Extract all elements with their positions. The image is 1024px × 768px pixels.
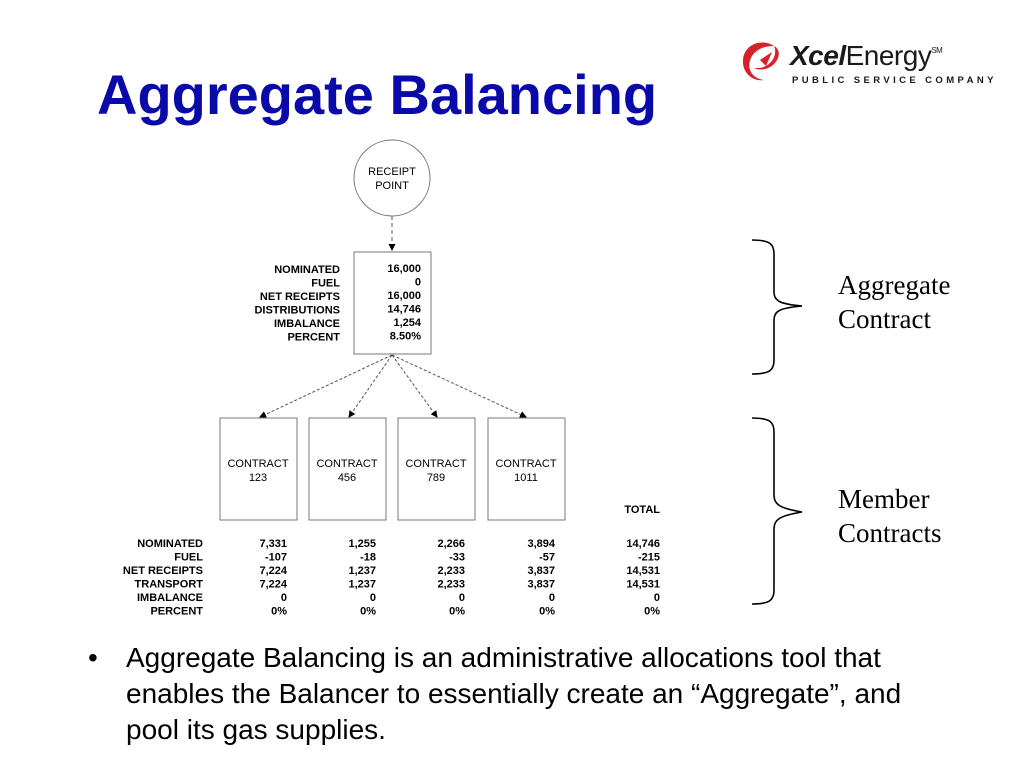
contract-line1: CONTRACT xyxy=(316,458,378,470)
contract-line2: 123 xyxy=(248,472,268,484)
member-table-cell: 1,237 xyxy=(348,565,376,577)
logo-brand-light: Energy xyxy=(845,40,932,71)
member-table-labels xyxy=(123,538,203,618)
aggregate-brace xyxy=(752,240,802,374)
aggregate-label: IMBALANCE xyxy=(274,318,340,330)
total-cell: 0% xyxy=(644,605,660,618)
member-table-cell: 0% xyxy=(360,605,376,618)
member-table-cell: 2,233 xyxy=(437,565,465,577)
member-table-cell: 0 xyxy=(280,592,287,604)
aggregate-values xyxy=(387,263,422,343)
receipt-point-node xyxy=(354,140,430,216)
contract-box xyxy=(488,418,565,520)
member-table-cell: 0 xyxy=(369,592,376,604)
member-table-label: TRANSPORT xyxy=(134,578,203,591)
member-table-cell: 2,233 xyxy=(437,578,465,591)
contract-line2: 789 xyxy=(426,472,446,484)
aggregate-label: DISTRIBUTIONS xyxy=(254,304,340,317)
aggregate-label: FUEL xyxy=(311,277,340,290)
contract-box xyxy=(398,418,475,520)
total-cell: -215 xyxy=(637,551,660,564)
member-contracts-label xyxy=(838,482,941,550)
contract-box xyxy=(220,418,297,520)
member-table-cell: -57 xyxy=(539,551,555,564)
member-table-cell: 0% xyxy=(539,605,555,618)
contract-line1: CONTRACT xyxy=(227,458,289,470)
total-cell: 14,531 xyxy=(626,578,660,591)
aggregate-to-contract-arrow xyxy=(392,355,437,417)
member-table-cell: 0 xyxy=(458,592,465,604)
aggregate-contract-label xyxy=(838,268,950,336)
member-table-cell: -33 xyxy=(449,551,465,564)
logo-subtitle: PUBLIC SERVICE COMPANY xyxy=(792,75,997,86)
side-label-line: Aggregate xyxy=(838,270,951,300)
contract-line1: CONTRACT xyxy=(495,458,557,470)
aggregate-label: NOMINATED xyxy=(274,264,340,276)
aggregate-value: 8.50% xyxy=(389,330,421,343)
aggregate-value: 1,254 xyxy=(393,317,421,329)
aggregate-labels xyxy=(254,264,340,344)
member-table-cell: 3,894 xyxy=(527,538,555,550)
bullet-marker: • xyxy=(88,642,98,673)
member-brace xyxy=(752,418,802,604)
aggregate-value: 16,000 xyxy=(387,263,421,275)
contract-line1: CONTRACT xyxy=(405,458,467,470)
aggregate-value: 0 xyxy=(414,276,421,289)
member-table-cell: 7,331 xyxy=(259,538,287,550)
member-table-label: IMBALANCE xyxy=(137,592,203,604)
member-table-label: PERCENT xyxy=(150,605,203,618)
contract-line2: 1011 xyxy=(514,472,538,484)
member-table-cell: -18 xyxy=(360,551,376,564)
contract-box xyxy=(309,418,386,520)
total-cell: 14,531 xyxy=(626,565,660,577)
aggregate-to-contract-arrow xyxy=(392,355,526,417)
member-table-cell: 7,224 xyxy=(259,578,287,591)
member-table-cell: 0 xyxy=(548,592,555,604)
contract-line2: 456 xyxy=(337,472,357,484)
aggregate-label: PERCENT xyxy=(287,331,340,344)
member-table-label: NOMINATED xyxy=(137,538,203,550)
bullet-text: Aggregate Balancing is an administrative allocations tool that enables the Balancer to essentially create an “Aggregate”, and pool its gas supplies. xyxy=(126,642,902,745)
member-table-cell: 2,266 xyxy=(437,538,465,550)
aggregate-to-contract-arrow xyxy=(349,355,392,417)
member-table-values xyxy=(259,538,660,618)
total-cell: 0 xyxy=(653,592,660,604)
aggregate-label: NET RECEIPTS xyxy=(259,291,340,303)
member-table-cell: 1,255 xyxy=(348,538,376,550)
side-label-line: Contracts xyxy=(838,518,942,548)
member-table-label: NET RECEIPTS xyxy=(122,565,203,577)
member-table-label: FUEL xyxy=(174,551,203,564)
logo-trademark: SM xyxy=(931,46,943,55)
member-table-cell: 3,837 xyxy=(527,565,555,577)
member-table-cell: -107 xyxy=(264,551,287,564)
side-label-line: Contract xyxy=(838,304,931,334)
total-header: TOTAL xyxy=(624,504,660,516)
receipt-point-line2: POINT xyxy=(375,180,409,192)
logo-brand-bold: Xcel xyxy=(790,40,846,71)
side-label-line: Member xyxy=(838,484,930,514)
receipt-point-line1: RECEIPT xyxy=(368,166,416,178)
member-table-cell: 0% xyxy=(449,605,465,618)
member-table-cell: 7,224 xyxy=(259,565,287,577)
aggregate-to-contract-arrow xyxy=(260,355,392,417)
page-title: Aggregate Balancing xyxy=(97,63,658,126)
member-table-cell: 0% xyxy=(271,605,287,618)
total-cell: 14,746 xyxy=(626,538,660,550)
member-table-cell: 1,237 xyxy=(348,578,376,591)
aggregate-value: 14,746 xyxy=(387,303,421,316)
aggregate-value: 16,000 xyxy=(387,290,421,302)
member-table-cell: 3,837 xyxy=(527,578,555,591)
